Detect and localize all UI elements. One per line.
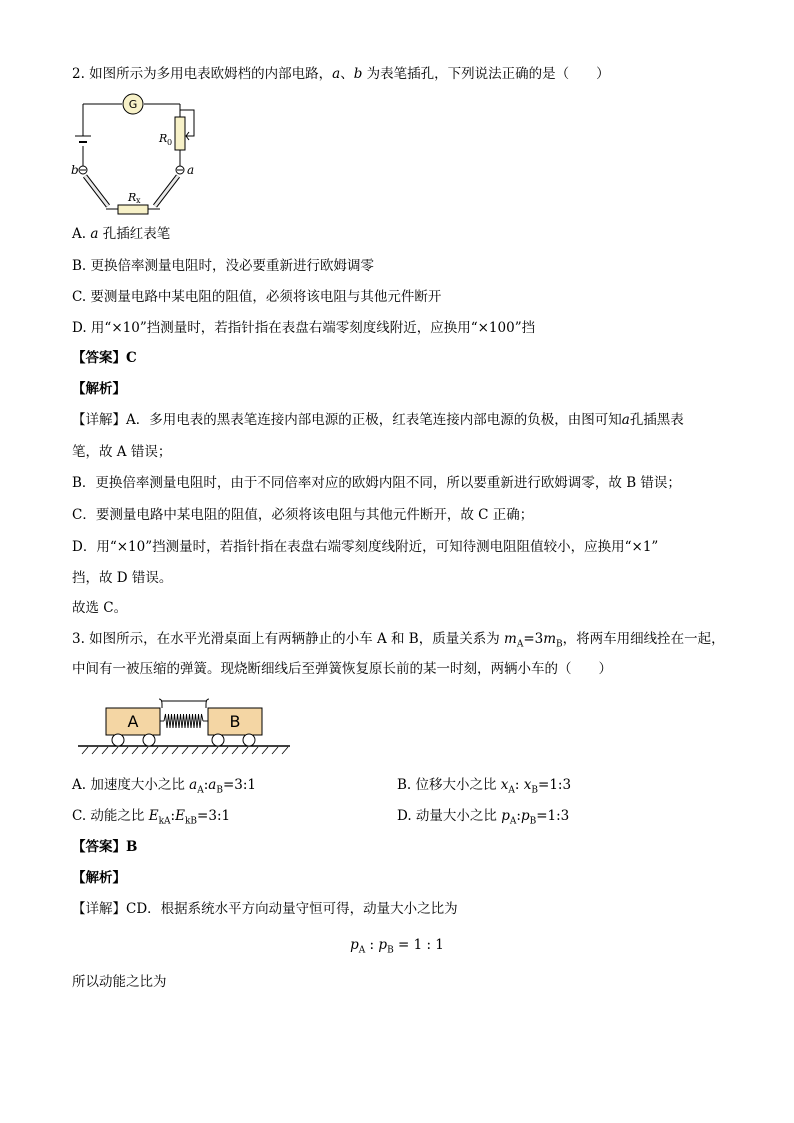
cart-b-wheel-left: [212, 734, 224, 746]
q2-stem-var-a: a: [332, 66, 341, 82]
r0-subscript: 0: [167, 138, 173, 147]
rx-label: R: [128, 191, 137, 204]
q3-tail-text: 所以动能之比为: [72, 974, 167, 990]
q2-detail-1-var: a: [621, 412, 630, 428]
q2-stem-sep: 、: [340, 66, 354, 82]
q3-detail-line-1: 【详解】CD．根据系统水平方向动量守恒可得，动量大小之比为: [72, 901, 458, 917]
r0-resistor: [175, 117, 185, 150]
cart-a-label: A: [127, 712, 139, 731]
q2-stem: [72, 64, 610, 84]
label-a: a: [187, 163, 195, 177]
q2-detail-line-2: 笔，故 A 错误；: [72, 444, 172, 460]
label-b: b: [71, 163, 79, 177]
q3-stem-m-b: m: [543, 631, 557, 647]
q3-option-a-text: A. 加速度大小之比: [72, 777, 190, 793]
q2-detail-line-5: D．用“×10”挡测量时，若指针指在表盘右端零刻度线附近，可知待测电阻阻值较小，应换用“×1”: [72, 539, 659, 555]
q3-option-b: B. 位移大小之比 $x_A$: $x_B=1:3$: [397, 777, 572, 796]
q3-option-a: A. 加速度大小之比 $a_A:a_B=3:1$: [72, 777, 256, 796]
q2-stem-text: 2. 如图所示为多用电表欧姆档的内部电路，: [72, 66, 333, 82]
ground-hatching: [82, 747, 288, 754]
r0-label: R: [159, 132, 168, 145]
q3-stem-sub-a: A: [516, 639, 524, 650]
q3-option-c-text: C. 动能之比: [72, 808, 149, 824]
cart-b-wheel-right: [243, 734, 255, 746]
q2-option-a-var: a: [90, 226, 99, 242]
q3-stem-tail: ，将两车用细线拴在一起，: [562, 631, 725, 647]
q3-option-d: D. 动量大小之比 $p_A:p_B=1:3$: [397, 808, 570, 827]
q2-option-c: C. 要测量电路中某电阻的阻值，必须将该电阻与其他元件断开: [72, 289, 442, 305]
q3-option-a-ratio: =3:1: [222, 777, 256, 793]
q3-stem-line-1: [72, 629, 725, 655]
probe-left: [85, 176, 108, 206]
q3-stem-m-a: m: [504, 631, 517, 647]
cart-b-label: B: [229, 712, 241, 731]
q3-option-d-text: D. 动量大小之比: [397, 808, 502, 824]
q3-stem-eq: =3: [523, 631, 544, 647]
q3-option-b-ratio: =1:3: [538, 777, 572, 793]
formula-rhs: = 1 : 1: [393, 937, 444, 953]
compressed-spring: [160, 714, 208, 728]
q2-detail-1-text: 【详解】A．多用电表的黑表笔连接内部电源的正极，红表笔连接内部电源的负极，由图可知: [72, 412, 622, 428]
q2-detail-line-4: C．要测量电路中某电阻的阻值，必须将该电阻与其他元件断开，故 C 正确；: [72, 507, 534, 523]
q3-answer: 【答案】B: [72, 839, 138, 855]
q2-detail-line-3: B．更换倍率测量电阻时，由于不同倍率对应的欧姆内阻不同，所以要重新进行欧姆调零，故 B 错误；: [72, 475, 681, 491]
carts-spring-diagram: [76, 692, 292, 760]
q2-option-d: D. 用“×10”挡测量时，若指针指在表盘右端零刻度线附近，应换用“×100”挡: [72, 320, 536, 336]
q3-stem-sub-b: B: [556, 639, 563, 650]
q2-stem-tail: 为表笔插孔，下列说法正确的是（ ）: [362, 66, 610, 82]
q2-option-b: B. 更换倍率测量电阻时，没必要重新进行欧姆调零: [72, 258, 375, 274]
ohmmeter-circuit-diagram: [70, 92, 210, 220]
q2-stem-var-b: b: [353, 66, 363, 82]
q2-option-a-text: 孔插红表笔: [98, 226, 171, 242]
cart-a-wheel-left: [112, 734, 124, 746]
momentum-ratio-formula: $p_A$ : $p_B = 1$ : 1: [350, 937, 444, 956]
q2-analysis-heading: 【解析】: [72, 381, 126, 397]
q2-detail-line-1: [72, 410, 684, 430]
q2-option-a: [72, 224, 170, 244]
q3-option-c: C. 动能之比 $E_{kA}:E_{kB}=3:1$: [72, 808, 231, 827]
rx-subscript: x: [136, 196, 141, 205]
q2-detail-line-6: 挡，故 D 错误。: [72, 570, 173, 586]
q3-option-b-text: B. 位移大小之比: [397, 777, 501, 793]
q3-option-c-ratio: =3:1: [197, 808, 231, 824]
q2-option-a-prefix: A.: [72, 226, 91, 242]
q3-option-d-ratio: =1:3: [536, 808, 570, 824]
probe-right: [155, 176, 178, 206]
cart-a-wheel-right: [143, 734, 155, 746]
q3-analysis-heading: 【解析】: [72, 870, 126, 886]
galvanometer-label: G: [128, 98, 138, 111]
q2-conclusion: 故选 C。: [72, 600, 128, 616]
q3-stem-text: 3. 如图所示，在水平光滑桌面上有两辆静止的小车 A 和 B，质量关系为: [72, 631, 505, 647]
q2-answer: 【答案】C: [72, 350, 137, 366]
q2-detail-1-tail: 孔插黑表: [629, 412, 684, 428]
q3-stem-line-2: 中间有一被压缩的弹簧。现烧断细线后至弹簧恢复原长前的某一时刻，两辆小车的（ ）: [72, 661, 612, 677]
rx-resistor: [118, 205, 148, 214]
